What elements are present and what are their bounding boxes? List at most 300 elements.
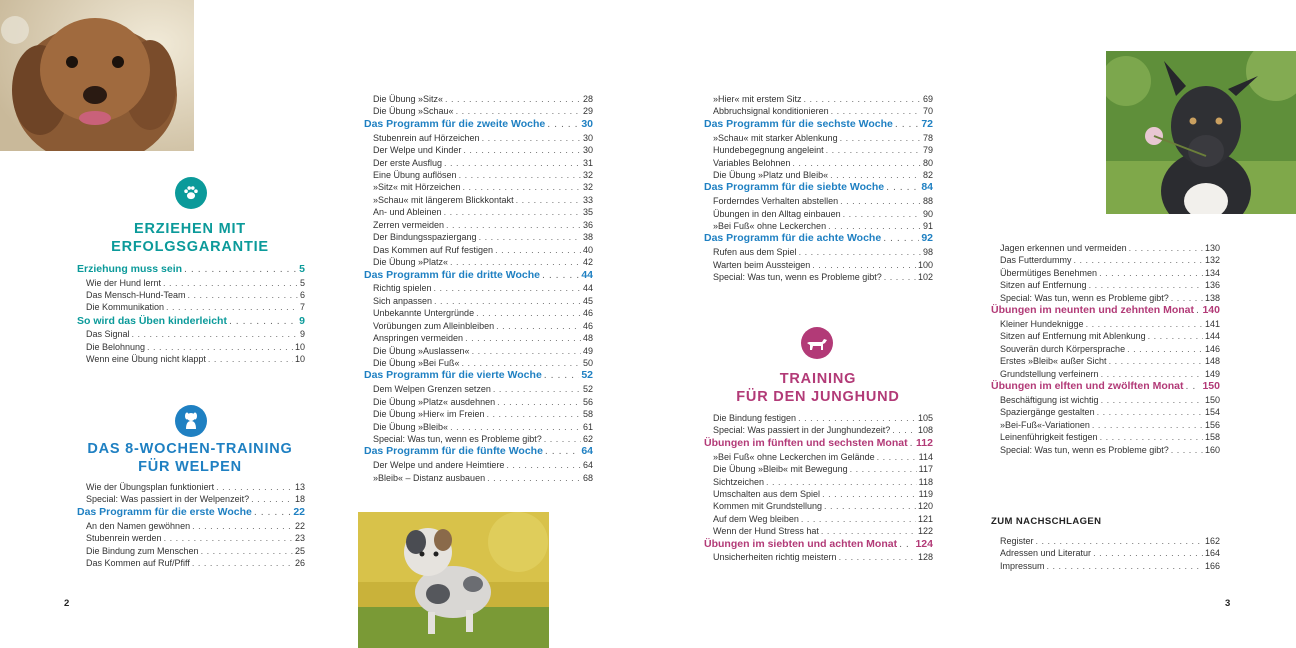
toc-entry-title: Die Übung »Platz und Bleib« <box>713 169 829 180</box>
toc-page-number: 9 <box>299 329 305 340</box>
toc-chapter-heading <box>704 118 933 132</box>
toc-entry <box>704 525 933 537</box>
toc-page-number: 52 <box>581 369 593 382</box>
toc-entry <box>991 560 1220 572</box>
toc-entry <box>364 256 593 268</box>
toc-page-number: 90 <box>922 208 933 219</box>
toc-leader-dots <box>544 369 580 383</box>
toc-leader-dots <box>1171 292 1203 304</box>
toc-entry <box>991 394 1220 406</box>
toc-entry-title: Das Programm für die dritte Woche <box>364 268 541 281</box>
toc-entry-title: Das Signal <box>86 329 130 340</box>
toc-page-number: 100 <box>917 259 933 270</box>
toc-page-number: 18 <box>294 494 305 505</box>
toc-entry-title: Dem Welpen Grenzen setzen <box>373 384 491 395</box>
toc-page-number: 58 <box>582 409 593 420</box>
toc-entry <box>704 271 933 283</box>
toc-page-number: 40 <box>582 244 593 255</box>
toc-entry-title: Stubenrein werden <box>86 533 162 544</box>
toc-page-number: 44 <box>581 268 593 281</box>
toc-leader-dots <box>1101 368 1203 380</box>
toc-entry <box>364 244 593 256</box>
toc-entry-title: Kleiner Hundeknigge <box>1000 318 1084 329</box>
toc-leader-dots <box>1099 267 1203 279</box>
toc-leader-dots <box>476 307 581 319</box>
toc-entry <box>364 357 593 369</box>
toc-entry-title: Die Bindung festigen <box>713 413 797 423</box>
toc-page-number: 32 <box>582 182 593 193</box>
toc-entry <box>364 345 593 357</box>
toc-entry-title: Das Kommen auf Ruf festigen <box>373 244 494 255</box>
toc-page-number: 146 <box>1204 343 1220 354</box>
toc-page-number: 72 <box>921 117 933 130</box>
toc-entry <box>77 493 305 505</box>
toc-leader-dots <box>254 506 291 520</box>
toc-page-number: 68 <box>582 472 593 483</box>
toc-entry <box>704 157 933 169</box>
toc-leader-dots <box>830 169 921 181</box>
toc-page-number: 46 <box>582 308 593 319</box>
toc-page-number: 6 <box>299 289 305 300</box>
toc-leader-dots <box>482 132 581 144</box>
toc-page-number: 26 <box>294 557 305 568</box>
toc-page-number: 164 <box>1204 548 1220 559</box>
toc-leader-dots <box>884 271 916 283</box>
toc-page-number: 46 <box>582 320 593 331</box>
toc-entry <box>704 463 933 475</box>
toc-entry-title: Wie der Übungsplan funktioniert <box>86 482 215 492</box>
toc-page-number: 64 <box>582 460 593 471</box>
toc-chapter-heading <box>364 269 593 283</box>
toc-leader-dots <box>497 396 581 408</box>
toc-entry <box>991 444 1220 456</box>
toc-page-number: 31 <box>582 157 593 168</box>
toc-page-number: 144 <box>1204 331 1220 342</box>
toc-entry <box>364 132 593 144</box>
toc-entry <box>77 301 305 313</box>
toc-entry <box>991 368 1220 380</box>
toc-leader-dots <box>487 472 581 484</box>
toc-entry-title: Hundebegegnung angeleint <box>713 145 824 156</box>
toc-entry-title: Übermütiges Benehmen <box>1000 267 1098 278</box>
toc-page-number: 70 <box>922 106 933 117</box>
toc-page-number: 45 <box>582 295 593 306</box>
toc-page-number: 56 <box>582 396 593 407</box>
toc-leader-dots <box>1171 444 1203 456</box>
toc-entry <box>77 520 305 532</box>
toc-leader-dots <box>843 208 921 220</box>
toc-welpen-a <box>77 481 305 569</box>
toc-entry-title: Erziehung muss sein <box>77 263 183 275</box>
toc-entry <box>77 353 305 365</box>
toc-page-number: 36 <box>582 219 593 230</box>
toc-entry <box>364 157 593 169</box>
toc-entry <box>364 181 593 193</box>
toc-entry <box>364 459 593 471</box>
page-number-right: 3 <box>1225 598 1231 609</box>
toc-page-number: 79 <box>922 145 933 156</box>
toc-leader-dots <box>1127 343 1203 355</box>
toc-entry-title: Leinenführigkeit festigen <box>1000 432 1098 443</box>
toc-page-number: 29 <box>582 106 593 117</box>
toc-entry-title: Umschalten aus dem Spiel <box>713 488 821 499</box>
toc-entry <box>364 408 593 420</box>
toc-junghund-b <box>991 242 1220 456</box>
toc-entry <box>364 93 593 105</box>
toc-leader-dots <box>766 476 917 488</box>
toc-entry <box>77 545 305 557</box>
toc-leader-dots <box>850 463 917 475</box>
toc-page-number: 30 <box>581 117 593 130</box>
toc-leader-dots <box>192 520 293 532</box>
toc-leader-dots <box>132 328 298 340</box>
toc-leader-dots <box>163 277 298 289</box>
toc-page-number: 13 <box>294 482 305 492</box>
toc-chapter-heading <box>991 304 1220 318</box>
toc-leader-dots <box>1148 330 1203 342</box>
toc-page-number: 132 <box>1204 255 1220 266</box>
toc-page-number: 22 <box>293 505 305 518</box>
toc-chapter-heading <box>77 262 305 277</box>
toc-entry <box>704 208 933 220</box>
toc-leader-dots <box>192 557 293 569</box>
toc-entry <box>364 282 593 294</box>
toc-entry-title: Die Übung »Schau« <box>373 106 454 117</box>
toc-entry-title: Vorübungen zum Alleinbleiben <box>373 320 495 331</box>
toc-entry-title: Unbekannte Untergründe <box>373 308 475 319</box>
toc-entry-title: »Schau« mit längerem Blickkontakt <box>373 194 514 205</box>
toc-entry <box>364 307 593 319</box>
toc-entry <box>991 330 1220 342</box>
toc-entry-title: Die Übung »Platz« ausdehnen <box>373 396 496 407</box>
toc-page-number: 82 <box>922 169 933 180</box>
toc-leader-dots <box>1196 304 1200 318</box>
toc-leader-dots <box>208 353 293 365</box>
toc-entry-title: »Bei Fuß« ohne Leckerchen <box>713 221 827 232</box>
toc-entry <box>364 396 593 408</box>
toc-page-number: 98 <box>922 247 933 258</box>
toc-page-number: 148 <box>1204 356 1220 367</box>
toc-entry <box>364 433 593 445</box>
toc-page-number: 108 <box>917 425 933 436</box>
toc-page-number: 105 <box>917 413 933 423</box>
toc-entry-title: Special: Was tun, wenn es Probleme gibt? <box>1000 444 1169 455</box>
toc-entry-title: »Sitz« mit Hörzeichen <box>373 182 461 193</box>
toc-leader-dots <box>495 244 581 256</box>
toc-page-number: 140 <box>1202 304 1220 317</box>
toc-leader-dots <box>839 551 916 563</box>
toc-entry-title: Die Übung »Bleib« mit Bewegung <box>713 464 848 475</box>
toc-page-number: 112 <box>916 436 933 449</box>
toc-entry-title: Zerren vermeiden <box>373 219 445 230</box>
toc-page-number: 22 <box>294 520 305 531</box>
toc-entry <box>364 144 593 156</box>
toc-page-number: 5 <box>299 263 305 275</box>
toc-leader-dots <box>883 232 919 246</box>
toc-entry-title: Die Übung »Platz« <box>373 257 449 268</box>
toc-chapter-heading <box>364 369 593 383</box>
toc-leader-dots <box>446 219 581 231</box>
toc-leader-dots <box>1100 431 1203 443</box>
toc-entry-title: So wird das Üben kinderleicht <box>77 314 227 327</box>
photo-dog-with-flower <box>1106 51 1296 214</box>
toc-erziehen <box>77 262 305 366</box>
toc-chapter-heading <box>364 445 593 459</box>
toc-entry <box>704 500 933 512</box>
toc-leader-dots <box>1097 406 1203 418</box>
toc-entry-title: Das Programm für die vierte Woche <box>364 369 542 382</box>
toc-entry-title: Das Programm für die zweite Woche <box>364 117 546 130</box>
toc-entry-title: Die Übung »Sitz« <box>373 94 444 104</box>
toc-page-number: 124 <box>915 537 933 550</box>
toc-page-number: 32 <box>582 169 593 180</box>
toc-page-number: 138 <box>1204 292 1220 303</box>
toc-chapter-heading <box>704 232 933 246</box>
toc-page-number: 69 <box>922 94 933 104</box>
toc-entry <box>991 267 1220 279</box>
toc-leader-dots <box>506 459 581 471</box>
toc-entry-title: Das Mensch-Hund-Team <box>86 289 186 300</box>
toc-leader-dots <box>821 525 916 537</box>
toc-page-number: 128 <box>917 552 933 563</box>
toc-entry-title: Sich anpassen <box>373 295 433 306</box>
toc-entry <box>991 355 1220 367</box>
toc-entry-title: »Hier« mit erstem Sitz <box>713 94 802 104</box>
toc-entry-title: Kommen mit Grundstellung <box>713 501 823 512</box>
toc-entry-title: »Bei-Fuß«-Variationen <box>1000 419 1090 430</box>
toc-leader-dots <box>910 437 914 451</box>
toc-leader-dots <box>822 488 917 500</box>
toc-entry <box>77 328 305 340</box>
toc-entry-title: Übungen im fünften und sechsten Monat <box>704 436 908 449</box>
toc-entry-title: An den Namen gewöhnen <box>86 520 191 531</box>
toc-leader-dots <box>1101 394 1203 406</box>
toc-entry-title: Special: Was tun, wenn es Probleme gibt? <box>713 272 882 283</box>
toc-leader-dots <box>434 295 581 307</box>
toc-leader-dots <box>824 500 916 512</box>
toc-page-number: 38 <box>582 232 593 243</box>
toc-entry-title: Variables Belohnen <box>713 157 791 168</box>
toc-entry <box>991 292 1220 304</box>
toc-leader-dots <box>201 545 293 557</box>
toc-leader-dots <box>229 314 297 329</box>
toc-leader-dots <box>445 93 581 105</box>
toc-leader-dots <box>1047 560 1203 572</box>
toc-entry-title: Der Welpe und andere Heimtiere <box>373 460 505 471</box>
toc-entry <box>77 481 305 493</box>
toc-entry-title: Der erste Ausflug <box>373 157 443 168</box>
toc-leader-dots <box>892 424 916 436</box>
toc-entry-title: Wenn eine Übung nicht klappt <box>86 354 206 365</box>
toc-welpen-b <box>364 93 593 484</box>
toc-page-number: 119 <box>918 488 933 499</box>
toc-entry <box>77 532 305 544</box>
toc-leader-dots <box>792 157 921 169</box>
toc-entry-title: Beschäftigung ist wichtig <box>1000 394 1099 405</box>
toc-entry <box>364 219 593 231</box>
toc-page-number: 102 <box>917 272 933 283</box>
toc-entry <box>704 169 933 181</box>
toc-leader-dots <box>188 289 298 301</box>
toc-entry <box>77 341 305 353</box>
photo-merle-puppy <box>358 512 549 648</box>
toc-leader-dots <box>812 259 916 271</box>
toc-page-number: 7 <box>299 302 305 313</box>
toc-entry-title: »Schau« mit starker Ablenkung <box>713 132 838 143</box>
toc-entry-title: Sitzen auf Entfernung mit Ablenkung <box>1000 331 1146 342</box>
toc-page-number: 49 <box>582 345 593 356</box>
toc-entry <box>704 476 933 488</box>
toc-leader-dots <box>164 532 293 544</box>
toc-entry <box>991 406 1220 418</box>
toc-welpen-c <box>704 93 933 284</box>
toc-entry <box>364 105 593 117</box>
toc-chapter-heading <box>991 380 1220 394</box>
toc-chapter-heading <box>704 181 933 195</box>
toc-page-number: 117 <box>918 464 933 475</box>
section-title-8-wochen: DAS 8-WOCHEN-TRAINING FÜR WELPEN <box>87 441 293 475</box>
toc-leader-dots <box>544 433 581 445</box>
toc-entry <box>364 194 593 206</box>
toc-entry <box>704 132 933 144</box>
toc-chapter-heading <box>77 506 305 520</box>
toc-page-number: 35 <box>582 207 593 218</box>
toc-entry <box>364 383 593 395</box>
section-title-junghund: TRAINING FÜR DEN JUNGHUND <box>736 371 900 405</box>
toc-entry-title: Das Programm für die sechste Woche <box>704 117 893 130</box>
toc-page-number: 23 <box>294 533 305 544</box>
toc-entry <box>991 254 1220 266</box>
toc-entry <box>991 419 1220 431</box>
toc-page-number: 28 <box>582 94 593 104</box>
toc-page-number: 44 <box>582 283 593 294</box>
toc-page-number: 91 <box>922 221 933 232</box>
toc-entry <box>704 195 933 207</box>
toc-leader-dots <box>1086 318 1203 330</box>
toc-entry <box>364 320 593 332</box>
toc-entry <box>704 551 933 563</box>
toc-leader-dots <box>487 408 581 420</box>
toc-entry-title: Rufen aus dem Spiel <box>713 247 797 258</box>
toc-leader-dots <box>840 195 921 207</box>
toc-page-number: 52 <box>582 384 593 395</box>
toc-page-number: 33 <box>582 194 593 205</box>
toc-page-number: 166 <box>1204 560 1220 571</box>
toc-page-number: 10 <box>294 341 305 352</box>
dog-icon <box>806 334 828 352</box>
toc-leader-dots <box>450 256 581 268</box>
toc-entry-title: Die Übung »Hier« im Freien <box>373 409 485 420</box>
toc-leader-dots <box>1093 547 1203 559</box>
toc-leader-dots <box>216 481 293 493</box>
toc-leader-dots <box>463 144 581 156</box>
toc-entry-title: Das Programm für die achte Woche <box>704 232 882 245</box>
toc-leader-dots <box>1036 535 1203 547</box>
toc-leader-dots <box>804 93 921 105</box>
toc-page-number: 78 <box>922 132 933 143</box>
toc-entry-title: Special: Was tun, wenn es Probleme gibt? <box>1000 292 1169 303</box>
toc-leader-dots <box>472 345 581 357</box>
toc-leader-dots <box>496 320 581 332</box>
toc-entry <box>364 231 593 243</box>
toc-junghund-a <box>704 412 933 564</box>
toc-leader-dots <box>542 269 579 283</box>
toc-page-number: 158 <box>1204 432 1220 443</box>
toc-entry-title: Spaziergänge gestalten <box>1000 407 1095 418</box>
toc-entry <box>704 220 933 232</box>
toc-leader-dots <box>545 445 579 459</box>
toc-page-number: 9 <box>299 314 305 327</box>
toc-entry-title: Abbruchsignal konditionieren <box>713 106 829 117</box>
section-title-nachschlagen: ZUM NACHSCHLAGEN <box>991 516 1102 527</box>
toc-page-number: 150 <box>1204 394 1220 405</box>
toc-leader-dots <box>831 105 921 117</box>
toc-leader-dots <box>895 118 919 132</box>
toc-leader-dots <box>184 262 297 277</box>
toc-page-number: 48 <box>582 333 593 344</box>
toc-entry <box>704 513 933 525</box>
toc-entry-title: Übungen im siebten und achten Monat <box>704 537 898 550</box>
toc-page-number: 134 <box>1204 267 1220 278</box>
toc-leader-dots <box>1129 242 1203 254</box>
toc-entry-title: Auf dem Weg bleiben <box>713 513 799 524</box>
toc-entry-title: Erstes »Bleib« außer Sicht <box>1000 356 1107 367</box>
toc-leader-dots <box>840 132 921 144</box>
toc-leader-dots <box>799 246 921 258</box>
toc-leader-dots <box>479 231 581 243</box>
toc-entry-title: Die Kommunikation <box>86 302 165 313</box>
toc-entry-title: Übungen im neunten und zehnten Monat <box>991 304 1194 317</box>
puppy-icon-badge <box>175 405 207 437</box>
toc-entry-title: Grundstellung verfeinern <box>1000 368 1099 379</box>
toc-entry <box>704 105 933 117</box>
toc-page-number: 154 <box>1204 407 1220 418</box>
toc-leader-dots <box>886 181 919 195</box>
toc-page-number: 114 <box>918 451 933 462</box>
toc-leader-dots <box>899 538 913 552</box>
toc-leader-dots <box>166 301 298 313</box>
toc-entry-title: Wie der Hund lernt <box>86 277 162 288</box>
toc-page-number: 150 <box>1202 380 1220 393</box>
toc-entry <box>704 488 933 500</box>
toc-page-number: 121 <box>917 513 933 524</box>
toc-chapter-heading <box>364 118 593 132</box>
photo-brown-puppy <box>0 0 194 151</box>
toc-leader-dots <box>444 206 581 218</box>
toc-entry <box>704 424 933 436</box>
toc-leader-dots <box>547 118 579 132</box>
toc-entry <box>704 144 933 156</box>
toc-page-number: 64 <box>581 445 593 458</box>
toc-page-number: 61 <box>582 421 593 432</box>
toc-entry-title: Das Programm für die siebte Woche <box>704 181 885 194</box>
toc-leader-dots <box>465 332 581 344</box>
toc-page-number: 92 <box>921 232 933 245</box>
toc-page-number: 50 <box>582 358 593 369</box>
toc-leader-dots <box>1074 254 1203 266</box>
toc-page-number: 118 <box>918 476 933 487</box>
toc-entry-title: Souverän durch Körpersprache <box>1000 343 1126 354</box>
toc-entry-title: »Bleib« – Distanz ausbauen <box>373 472 486 483</box>
toc-entry-title: Jagen erkennen und vermeiden <box>1000 243 1127 253</box>
toc-entry-title: Special: Was passiert in der Welpenzeit? <box>86 494 250 505</box>
toc-leader-dots <box>444 157 581 169</box>
paw-icon-badge <box>175 177 207 209</box>
toc-leader-dots <box>450 421 581 433</box>
toc-leader-dots <box>251 493 293 505</box>
toc-entry-title: Das Programm für die fünfte Woche <box>364 445 543 458</box>
toc-page-number: 62 <box>582 433 593 444</box>
